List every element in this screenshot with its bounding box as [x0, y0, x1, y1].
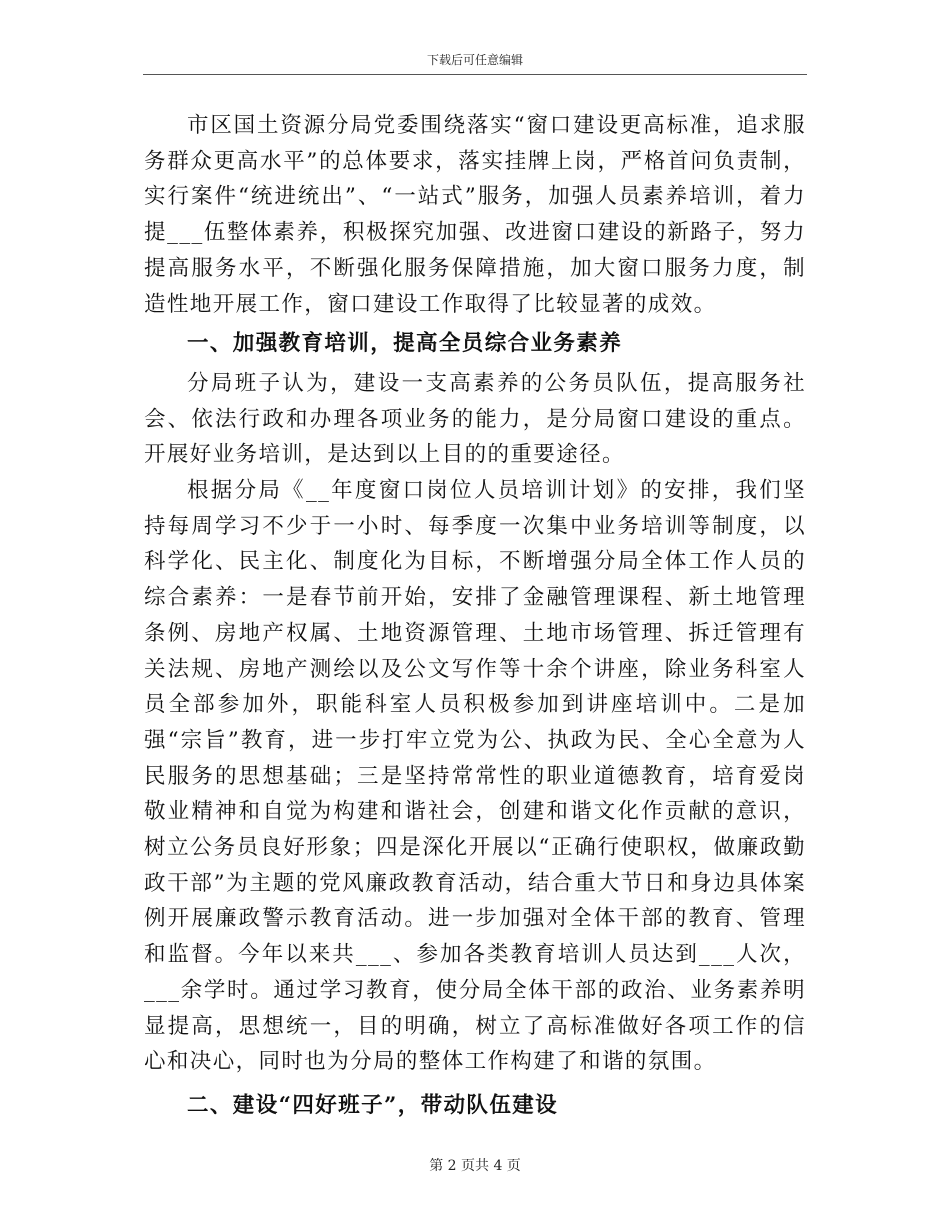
- section-heading-2: 二、建设“四好班子”，带动队伍建设: [187, 1092, 559, 1118]
- page-header: 下载后可任意编辑: [426, 53, 523, 67]
- header-divider: [143, 74, 807, 75]
- document-body: [144, 108, 806, 1128]
- intro-paragraph: 市区国土资源分局党委围绕落实“窗口建设更高标准，追求服务群众更高水平”的总体要求，落实挂牌上岗，严格首问负责制，实行案件“统进统出”、“一站式”服务，加强人员素养培训，着力提___伍整体素养，积极探究加强、改进窗口建设的新路子，努力提高服务水平，不断强化服务保障措施，加大窗口服务力度，制造性地开展工作，窗口建设工作取得了比较显著的成效。: [144, 113, 806, 317]
- body-paragraph: 根据分局《__年度窗口岗位人员培训计划》的安排，我们坚持每周学习不少于一小时、每季度一次集中业务培训等制度，以科学化、民主化、制度化为目标，不断增强分局全体工作人员的综合素养：一是春节前开始，安排了金融管理课程、新土地管理条例、房地产权属、土地资源管理、土地市场管理、拆迁管理有关法规、房地产测绘以及公文写作等十余个讲座，除业务科室人员全部参加外，职能科室人员积极参加到讲座培训中。二是加强“宗旨”教育，进一步打牢立党为公、执政为民、全心全意为人民服务的思想基础；三是坚持常常性的职业道德教育，培育爱岗敬业精神和自觉为构建和谐社会，创建和谐文化作贡献的意识，树立公务员良好形象；四是深化开展以“正确行使职权，做廉政勤政干部”为主题的党风廉政教育活动，结合重大节日和身边具体案例开展廉政警示教育活动。进一步加强对全体干部的教育、管理和监督。今年以来共___、参加各类教育培训人员达到___人次，___余学时。通过学习教育，使分局全体干部的政治、业务素养明显提高，思想统一，目的明确，树立了高标准做好各项工作的信心和决心，同时也为分局的整体工作构建了和谐的氛围。: [144, 478, 806, 1075]
- page-footer: 第 2 页共 4 页: [429, 1158, 521, 1174]
- section-heading-1: 一、加强教育培训，提高全员综合业务素养: [187, 331, 623, 357]
- body-paragraph: 分局班子认为，建设一支高素养的公务员队伍，提高服务社会、依法行政和办理各项业务的能力，是分局窗口建设的重点。开展好业务培训，是达到以上目的的重要途径。: [144, 370, 806, 468]
